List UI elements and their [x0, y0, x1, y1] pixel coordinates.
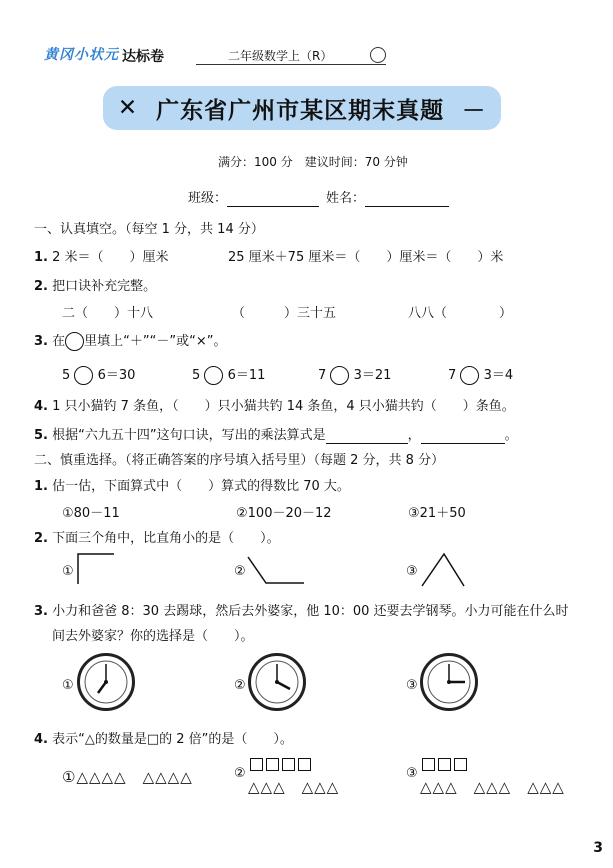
- answer-circle-icon[interactable]: [460, 366, 479, 385]
- page-number: 3: [593, 840, 603, 856]
- option-1[interactable]: ①80－11: [62, 506, 120, 521]
- answer-circle-icon[interactable]: [74, 366, 93, 385]
- option-3[interactable]: ③: [406, 766, 418, 781]
- operand: 7: [448, 368, 457, 383]
- answer-blank[interactable]: [326, 428, 408, 444]
- clock-icon: [77, 653, 135, 711]
- answer-circle-icon[interactable]: [330, 366, 349, 385]
- q3-item[interactable]: [318, 364, 391, 385]
- q-number: 1.: [34, 479, 48, 494]
- dash-icon: －: [462, 97, 487, 124]
- square-row-icon: [422, 756, 470, 775]
- option-3[interactable]: ③21＋50: [408, 506, 466, 521]
- square-row-icon: [250, 756, 314, 775]
- triangle-row: △△△ △△△ △△△: [420, 778, 565, 796]
- q5-text: 根据“六九五十四”这句口诀，写出的乘法算式是: [52, 428, 326, 443]
- title-banner: [103, 86, 501, 130]
- class-field[interactable]: [188, 187, 319, 207]
- q-number: 2.: [34, 531, 48, 546]
- operand: 6＝30: [97, 368, 136, 383]
- operand: 3＝21: [353, 368, 392, 383]
- separator: ，: [407, 428, 421, 443]
- q3-item[interactable]: [192, 364, 265, 385]
- q-number: 3.: [34, 334, 48, 349]
- q1-text[interactable]: 估一估，下面算式中（ ）算式的得数比 70 大。: [52, 479, 350, 494]
- brand-logo: 黄冈小状元: [44, 47, 119, 63]
- section2-heading: 二、慎重选择。（将正确答案的序号填入括号里）（每题 2 分，共 8 分）: [34, 453, 445, 468]
- option-2[interactable]: ②: [234, 678, 246, 693]
- q3-text-line1: 小力和爸爸 8：30 去踢球，然后去外婆家，他 10：00 还要去学钢琴。小力可能在什么时: [52, 604, 569, 619]
- answer-blank[interactable]: [421, 428, 505, 444]
- acute-angle-icon: [420, 552, 466, 588]
- series-label: 达标卷: [122, 49, 164, 65]
- option-3[interactable]: ③: [406, 678, 418, 693]
- q2-b[interactable]: （ ）三十五: [232, 306, 337, 321]
- answer-circle-icon: [65, 332, 84, 351]
- name-field[interactable]: [326, 187, 449, 207]
- period: 。: [504, 428, 518, 443]
- option-3[interactable]: ③: [406, 564, 418, 579]
- option-2[interactable]: ②: [234, 766, 246, 781]
- q-number: 4.: [34, 732, 48, 747]
- q1-b[interactable]: 25 厘米＋75 厘米＝（ ）厘米＝（ ）米: [228, 250, 504, 265]
- q4-text[interactable]: 表示“△的数量是□的 2 倍”的是（ ）。: [52, 732, 293, 747]
- q2-c[interactable]: 八八（ ）: [408, 306, 513, 321]
- operand: 7: [318, 368, 327, 383]
- q2-a[interactable]: 二（ ）十八: [62, 306, 154, 321]
- q3-text-post: 里填上“＋”“－”或“×”。: [84, 334, 227, 349]
- option-1[interactable]: ①△△△△ △△△△: [62, 768, 193, 786]
- section1-heading: 一、认真填空。（每空 1 分，共 14 分）: [34, 222, 264, 237]
- clock-icon: [248, 653, 306, 711]
- q-number: 4.: [34, 399, 48, 414]
- header-badge-icon: [370, 47, 386, 63]
- q3-text-pre: 在: [52, 334, 66, 349]
- q-number: 3.: [34, 604, 48, 619]
- right-angle-icon: [76, 552, 116, 586]
- option-1[interactable]: ①: [62, 678, 74, 693]
- operand: 3＝4: [483, 368, 514, 383]
- header-rule: [196, 64, 386, 65]
- q4-text[interactable]: 1 只小猫钓 7 条鱼，（ ）只小猫共钓 14 条鱼，4 只小猫共钓（ ）条鱼。: [52, 399, 515, 414]
- q-number: 1.: [34, 250, 48, 265]
- obtuse-angle-icon: [246, 555, 306, 587]
- option-1[interactable]: ①: [62, 564, 74, 579]
- q-number: 5.: [34, 428, 48, 443]
- operand: 5: [62, 368, 71, 383]
- q2-text[interactable]: 下面三个角中，比直角小的是（ ）。: [52, 531, 280, 546]
- class-label: 班级：: [188, 191, 228, 206]
- q3-text-line2[interactable]: 间去外婆家？你的选择是（ ）。: [52, 629, 254, 644]
- operand: 6＝11: [227, 368, 266, 383]
- grade-label: 二年级数学上（R）: [228, 49, 333, 63]
- q1-a[interactable]: 2 米＝（ ）厘米: [52, 250, 169, 265]
- option-2[interactable]: ②: [234, 564, 246, 579]
- triangle-row: △△△ △△△: [248, 778, 340, 796]
- operand: 5: [192, 368, 201, 383]
- clock-icon: [420, 653, 478, 711]
- page-title: 广东省广州市某区期末真题: [156, 97, 445, 124]
- q3-item[interactable]: [448, 364, 513, 385]
- q3-item[interactable]: [62, 364, 135, 385]
- answer-circle-icon[interactable]: [204, 366, 223, 385]
- option-2[interactable]: ②100－20－12: [236, 506, 332, 521]
- q-number: 2.: [34, 279, 48, 294]
- name-label: 姓名：: [326, 191, 366, 206]
- cross-star-icon: ✕: [117, 95, 139, 121]
- q2-text: 把口诀补充完整。: [52, 279, 157, 294]
- score-info: 满分：100 分 建议时间：70 分钟: [218, 155, 408, 169]
